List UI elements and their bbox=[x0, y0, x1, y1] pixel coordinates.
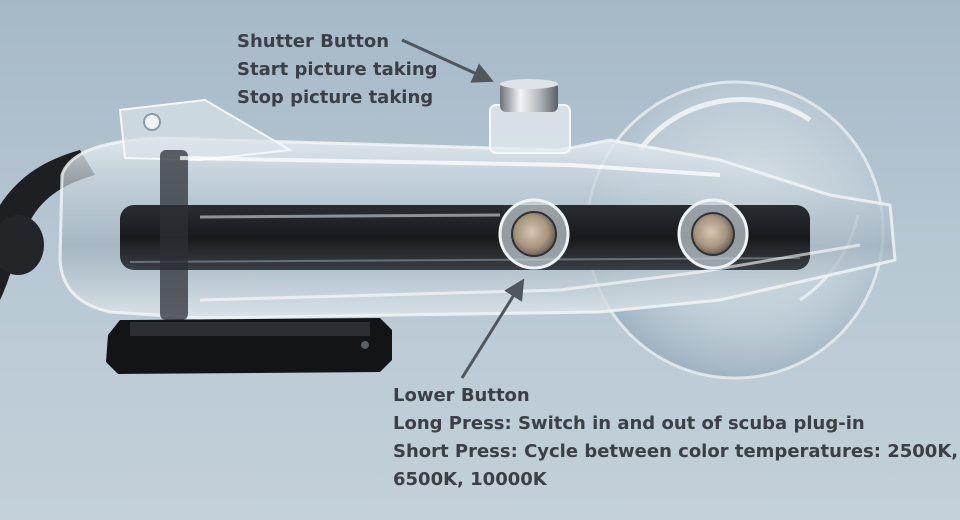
mount-screw bbox=[361, 341, 369, 349]
lower-button-callout bbox=[393, 382, 958, 494]
core-highlight bbox=[200, 215, 500, 217]
mount-plate bbox=[130, 322, 370, 336]
shutter-callout-line-1: Start picture taking bbox=[237, 59, 438, 80]
shutter-cap-top bbox=[500, 79, 558, 89]
second-button[interactable] bbox=[692, 213, 734, 255]
shutter-callout-title: Shutter Button bbox=[237, 31, 390, 52]
shutter-callout-line-2: Stop picture taking bbox=[237, 87, 434, 108]
shutter-button-callout bbox=[237, 28, 438, 112]
lower-callout-line-1: Long Press: Switch in and out of scuba plug-in bbox=[393, 413, 865, 434]
lower-callout-line-3: 6500K, 10000K bbox=[393, 469, 547, 490]
clip-screw bbox=[144, 114, 160, 130]
lower-callout-title: Lower Button bbox=[393, 385, 530, 406]
lower-callout-line-2: Short Press: Cycle between color temperatures: 2500K, bbox=[393, 441, 959, 462]
shutter-post bbox=[490, 105, 570, 153]
lower-button[interactable] bbox=[512, 212, 556, 256]
clamp-band bbox=[160, 150, 188, 320]
